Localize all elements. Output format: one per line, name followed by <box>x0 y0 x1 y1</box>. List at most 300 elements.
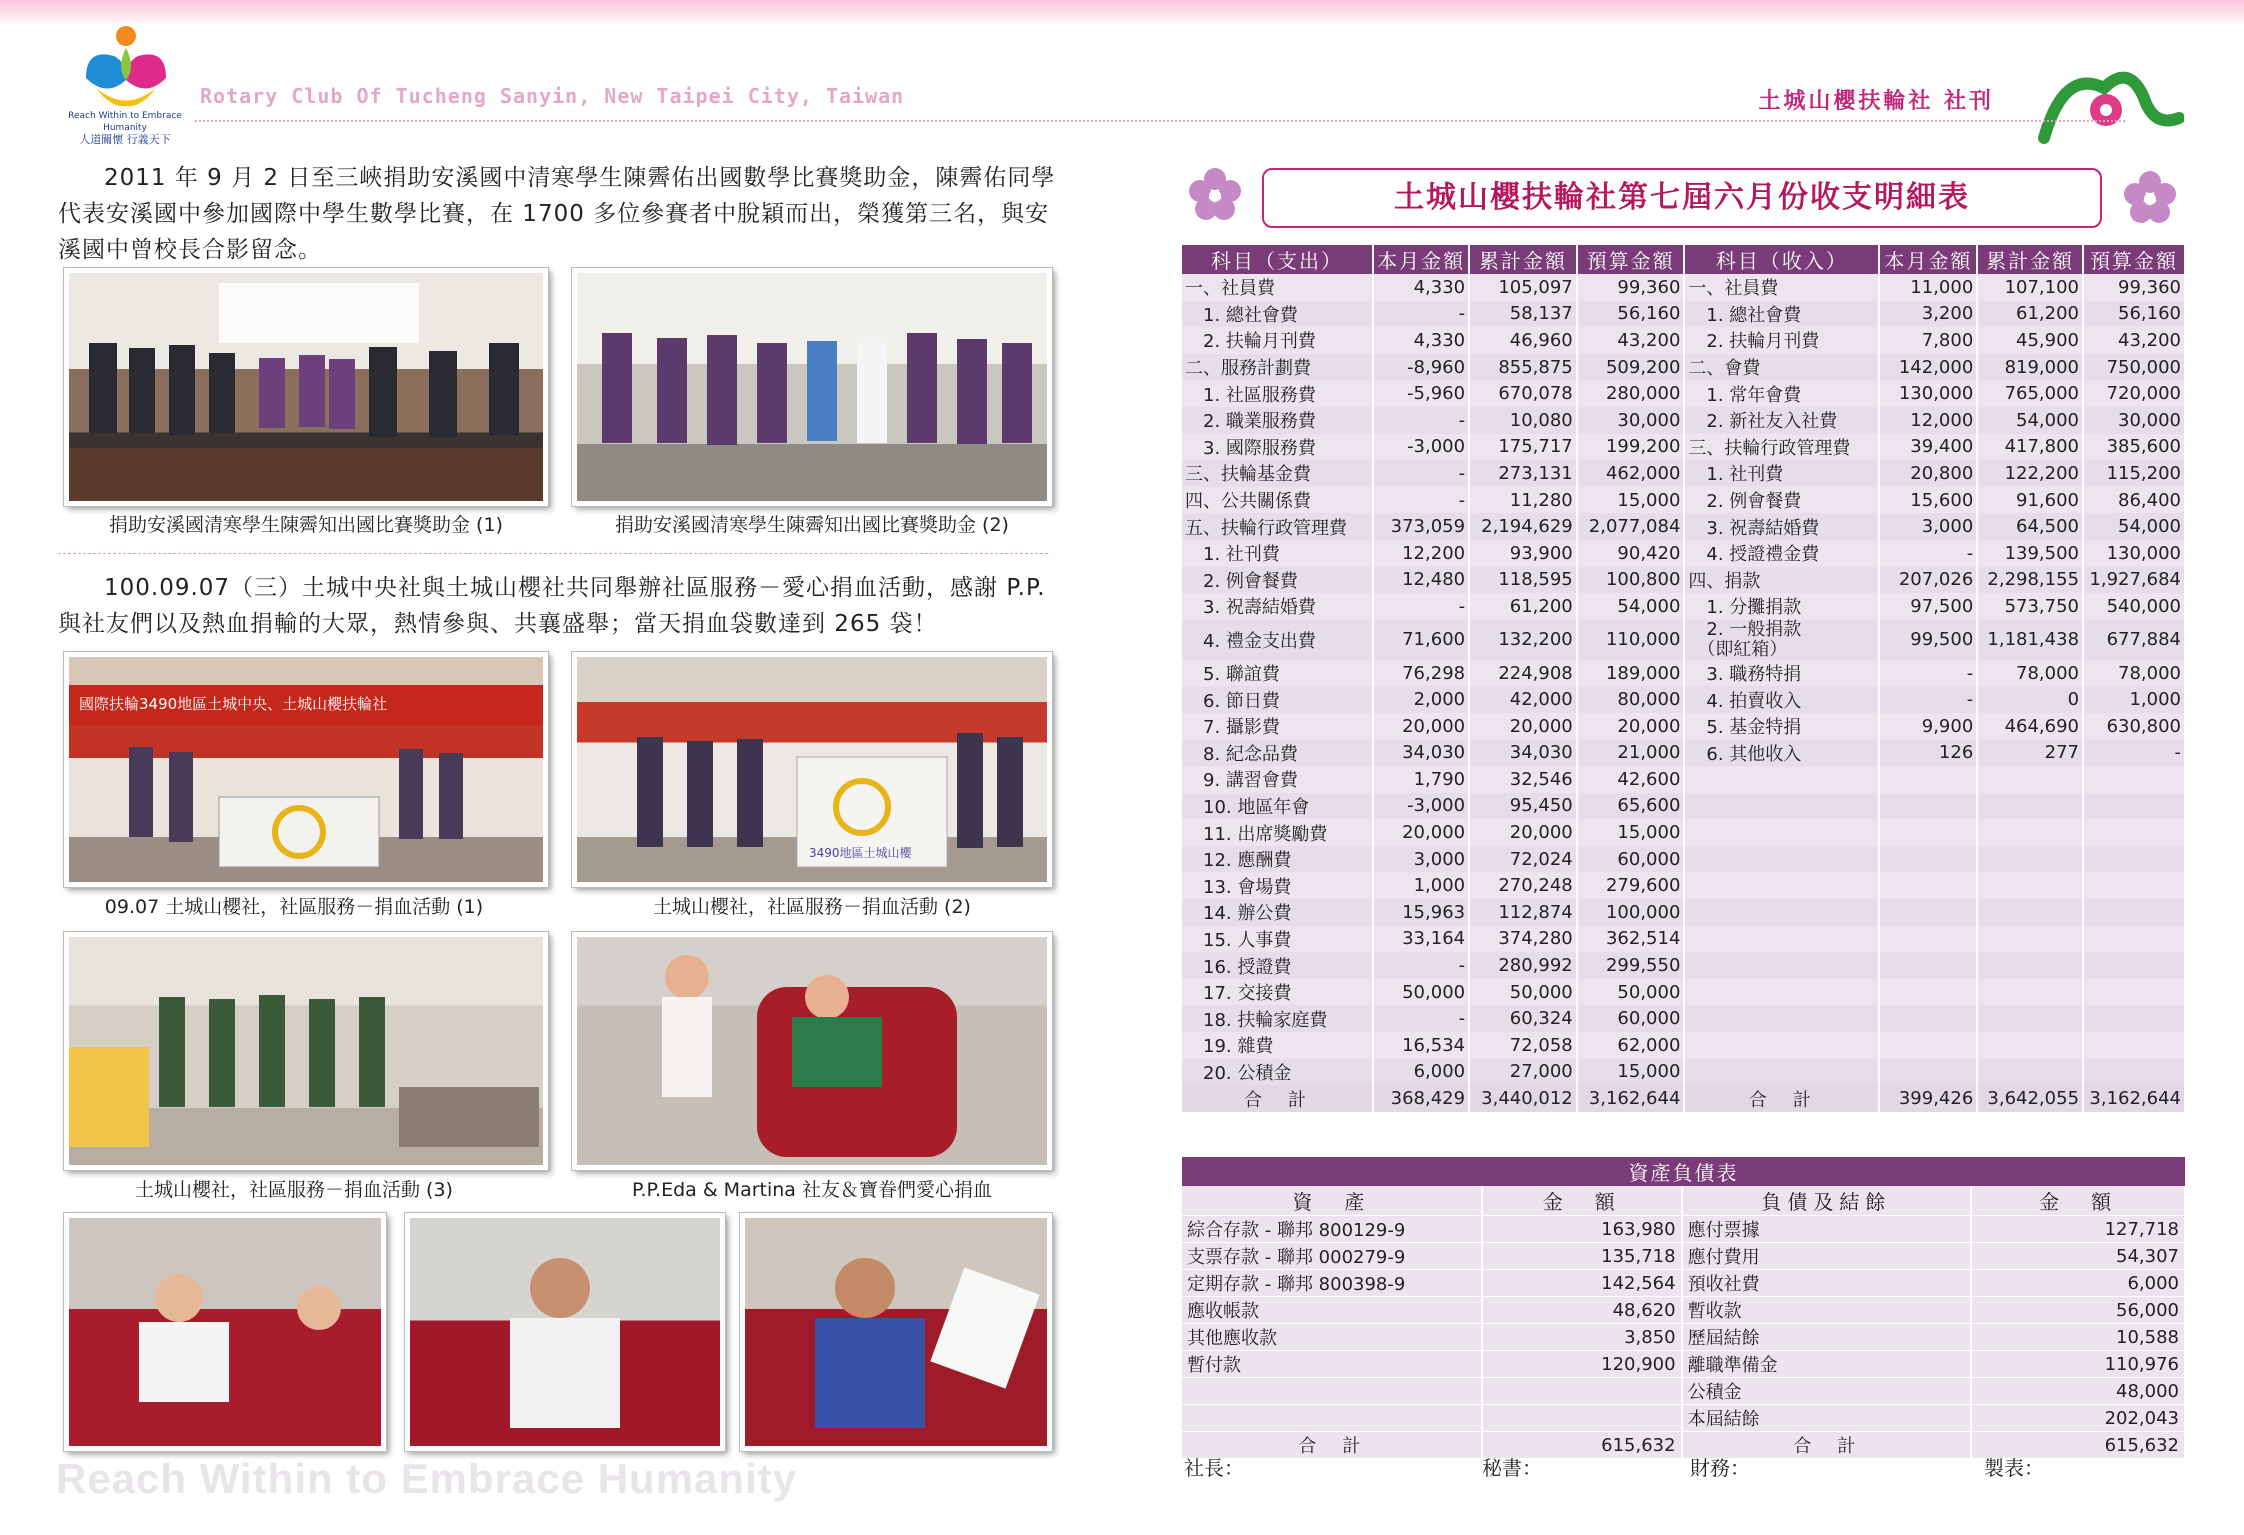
table-cell: 50,000 <box>1469 979 1577 1006</box>
table-cell: 615,632 <box>1971 1432 2185 1459</box>
table-cell: - <box>2083 740 2185 767</box>
table-cell: 78,000 <box>1977 660 2083 687</box>
table-cell: 189,000 <box>1577 660 1685 687</box>
table-cell: 1. 總社會費 <box>1182 301 1373 328</box>
watermark-text: Reach Within to Embrace Humanity <box>56 1455 798 1502</box>
table-cell <box>1879 1005 1977 1032</box>
column-header: 金 額 <box>1482 1186 1682 1216</box>
table-cell: 21,000 <box>1577 740 1685 767</box>
caption-4: 土城山櫻社，社區服務－捐血活動 (2) <box>653 896 971 918</box>
table-row <box>1182 686 2185 713</box>
table-cell <box>1684 819 1879 846</box>
table-cell: 45,900 <box>1977 327 2083 354</box>
table-cell: 54,307 <box>1971 1243 2185 1270</box>
table-cell: 3,440,012 <box>1469 1085 1577 1112</box>
table-cell: 56,000 <box>1971 1297 2185 1324</box>
table-cell: 暫收款 <box>1682 1297 1972 1324</box>
balance-row <box>1182 1351 2185 1378</box>
table-row <box>1182 660 2185 687</box>
table-row <box>1182 952 2185 979</box>
table-cell: 1,000 <box>2083 686 2185 713</box>
table-cell: 99,360 <box>2083 274 2185 301</box>
table-cell: 1,927,684 <box>2083 567 2185 594</box>
table-cell <box>2083 1059 2185 1086</box>
caption-3: 09.07 土城山櫻社，社區服務－捐血活動 (1) <box>104 896 484 918</box>
table-cell: 126 <box>1879 740 1977 767</box>
table-cell <box>1879 766 1977 793</box>
caption-6: P.P.Eda & Martina 社友＆寶眷們愛心捐血 <box>632 1179 992 1201</box>
table-cell: 19. 雜費 <box>1182 1032 1373 1059</box>
table-cell: 12,480 <box>1373 567 1469 594</box>
table-cell <box>1879 1059 1977 1086</box>
table-cell: 62,000 <box>1577 1032 1685 1059</box>
table-cell: 142,564 <box>1482 1270 1682 1297</box>
table-cell <box>2083 926 2185 953</box>
signature-treasurer: 財務： <box>1690 1456 1750 1480</box>
table-cell: 預收社費 <box>1682 1270 1972 1297</box>
table-cell: 71,600 <box>1373 620 1469 660</box>
table-cell: -3,000 <box>1373 793 1469 820</box>
table-cell: 34,030 <box>1469 740 1577 767</box>
table-cell <box>1977 952 2083 979</box>
table-cell <box>1879 793 1977 820</box>
table-cell: 20,800 <box>1879 460 1977 487</box>
table-cell <box>1977 766 2083 793</box>
table-cell <box>1879 872 1977 899</box>
table-row <box>1182 327 2185 354</box>
table-cell: 應付票據 <box>1682 1216 1972 1243</box>
table-cell: 65,600 <box>1577 793 1685 820</box>
table-cell: - <box>1373 593 1469 620</box>
table-cell: 1,000 <box>1373 872 1469 899</box>
flag-text: 3490地區土城山櫻 <box>809 846 912 860</box>
table-cell <box>1684 979 1879 1006</box>
flower-right-icon <box>2120 168 2180 228</box>
table-cell: 42,600 <box>1577 766 1685 793</box>
table-cell: 30,000 <box>2083 407 2185 434</box>
column-header: 累計金額 <box>1469 245 1577 274</box>
table-cell <box>2083 846 2185 873</box>
photo-scholarship-1 <box>64 268 548 506</box>
table-cell: 99,360 <box>1577 274 1685 301</box>
table-cell: 118,595 <box>1469 567 1577 594</box>
table-row <box>1182 740 2185 767</box>
table-cell: 18. 扶輪家庭費 <box>1182 1005 1373 1032</box>
table-cell: 支票存款 - 聯邦 000279-9 <box>1182 1243 1482 1270</box>
table-body <box>1182 274 2185 1112</box>
table-cell: 368,429 <box>1373 1085 1469 1112</box>
table-cell: 64,500 <box>1977 513 2083 540</box>
blood-drive-banner-icon <box>577 657 1047 882</box>
table-cell: 15,000 <box>1577 487 1685 514</box>
table-row <box>1182 793 2185 820</box>
table-cell: 6,000 <box>1373 1059 1469 1086</box>
table-cell: 135,718 <box>1482 1243 1682 1270</box>
table-cell: 202,043 <box>1971 1405 2185 1432</box>
table-cell: 11,280 <box>1469 487 1577 514</box>
table-cell <box>2083 793 2185 820</box>
table-cell: 122,200 <box>1977 460 2083 487</box>
table-cell: 48,620 <box>1482 1297 1682 1324</box>
sakura-branch-icon <box>2034 58 2184 148</box>
table-cell <box>2083 819 2185 846</box>
table-cell <box>2083 766 2185 793</box>
table-cell: 385,600 <box>2083 434 2185 461</box>
table-cell: 0 <box>1977 686 2083 713</box>
table-cell <box>1977 793 2083 820</box>
table-cell <box>1879 979 1977 1006</box>
signature-secretary: 秘書： <box>1482 1456 1542 1480</box>
table-cell: 61,200 <box>1977 301 2083 328</box>
table-cell: - <box>1373 487 1469 514</box>
table-cell: 2. 扶輪月刊費 <box>1182 327 1373 354</box>
table-cell: - <box>1879 686 1977 713</box>
balance-sheet-table <box>1182 1157 2186 1459</box>
table-cell: 112,874 <box>1469 899 1577 926</box>
table-cell <box>1977 846 2083 873</box>
table-cell: 1. 社區服務費 <box>1182 380 1373 407</box>
table-cell: 720,000 <box>2083 380 2185 407</box>
table-cell: 5. 基金特捐 <box>1684 713 1879 740</box>
table-cell: 417,800 <box>1977 434 2083 461</box>
balance-row <box>1182 1243 2185 1270</box>
club-name-en: Rotary Club Of Tucheng Sanyin, New Taipei City, Taiwan <box>200 84 905 108</box>
donor-photo-icon <box>745 1218 1047 1446</box>
table-cell: 573,750 <box>1977 593 2083 620</box>
table-cell: -3,000 <box>1373 434 1469 461</box>
table-cell: 綜合存款 - 聯邦 800129-9 <box>1182 1216 1482 1243</box>
table-cell: 1. 總社會費 <box>1684 301 1879 328</box>
group-photo-icon <box>69 273 543 501</box>
table-cell: 61,200 <box>1469 593 1577 620</box>
table-cell: 163,980 <box>1482 1216 1682 1243</box>
table-cell: 歷屆結餘 <box>1682 1324 1972 1351</box>
donor-chair-photo-icon <box>577 937 1047 1165</box>
table-cell <box>1977 1005 2083 1032</box>
signature-president: 社長： <box>1184 1456 1244 1480</box>
flower-left-icon <box>1185 165 1245 225</box>
table-cell <box>2083 899 2185 926</box>
table-row <box>1182 872 2185 899</box>
balance-row <box>1182 1216 2185 1243</box>
column-header: 科目（支出） <box>1182 245 1373 274</box>
table-cell <box>1684 1059 1879 1086</box>
column-header: 預算金額 <box>1577 245 1685 274</box>
table-cell: 1. 分攤捐款 <box>1684 593 1879 620</box>
table-row <box>1182 593 2185 620</box>
table-cell: 合 計 <box>1682 1432 1972 1459</box>
table-cell: 20,000 <box>1373 713 1469 740</box>
article-2 <box>58 570 1068 642</box>
table-row <box>1182 766 2185 793</box>
table-cell: 76,298 <box>1373 660 1469 687</box>
table-cell <box>1182 1378 1482 1405</box>
table-cell <box>2083 1032 2185 1059</box>
table-cell <box>1879 846 1977 873</box>
table-cell: 110,000 <box>1577 620 1685 660</box>
table-cell: 43,200 <box>1577 327 1685 354</box>
page-header <box>0 18 2244 146</box>
table-row <box>1182 926 2185 953</box>
table-cell: 54,000 <box>2083 513 2185 540</box>
balance-row <box>1182 1270 2185 1297</box>
column-header: 本月金額 <box>1879 245 1977 274</box>
table-cell: 399,426 <box>1879 1085 1977 1112</box>
blood-drive-banner-icon <box>69 657 543 882</box>
table-cell: 90,420 <box>1577 540 1685 567</box>
table-cell: 207,026 <box>1879 567 1977 594</box>
table-cell <box>2083 1005 2185 1032</box>
table-cell: 86,400 <box>2083 487 2185 514</box>
table-cell: 三、扶輪行政管理費 <box>1684 434 1879 461</box>
table-cell: 20,000 <box>1373 819 1469 846</box>
table-cell: 2. 扶輪月刊費 <box>1684 327 1879 354</box>
table-cell: 373,059 <box>1373 513 1469 540</box>
table-cell: 1,790 <box>1373 766 1469 793</box>
table-cell: -5,960 <box>1373 380 1469 407</box>
table-row <box>1182 979 2185 1006</box>
table-row <box>1182 899 2185 926</box>
table-cell: 12,000 <box>1879 407 1977 434</box>
table-cell <box>1684 1005 1879 1032</box>
table-cell: 其他應收款 <box>1182 1324 1482 1351</box>
table-cell <box>1977 1032 2083 1059</box>
balance-body <box>1182 1186 2185 1459</box>
table-cell <box>1977 1059 2083 1086</box>
table-cell: 99,500 <box>1879 620 1977 660</box>
table-cell: 2. 一般捐款 （即紅箱） <box>1684 620 1879 660</box>
table-cell: 677,884 <box>2083 620 2185 660</box>
column-header: 科目（收入） <box>1684 245 1879 274</box>
table-cell: 2,298,155 <box>1977 567 2083 594</box>
table-cell: 2. 例會餐費 <box>1684 487 1879 514</box>
table-cell: 464,690 <box>1977 713 2083 740</box>
table-cell <box>1879 899 1977 926</box>
table-cell: 一、社員費 <box>1684 274 1879 301</box>
table-row <box>1182 301 2185 328</box>
photo-blood-drive-2 <box>572 652 1052 887</box>
table-row <box>1182 380 2185 407</box>
table-cell: 15. 人事費 <box>1182 926 1373 953</box>
table-row <box>1182 274 2185 301</box>
table-cell: 6,000 <box>1971 1270 2185 1297</box>
photo-scholarship-2 <box>572 268 1052 506</box>
table-cell: 142,000 <box>1879 354 1977 381</box>
table-cell: 3,200 <box>1879 301 1977 328</box>
table-cell <box>1879 819 1977 846</box>
table-cell: 4,330 <box>1373 327 1469 354</box>
total-row <box>1182 1085 2185 1112</box>
article-paragraph-2: 100.09.07（三）土城中央社與土城山櫻社共同舉辦社區服務－愛心捐血活動，感謝 P.P. 與社友們以及熱血捐輸的大眾，熱情參與、共襄盛舉；當天捐血袋數達到 265 袋！ <box>58 575 1046 637</box>
table-cell: 54,000 <box>1577 593 1685 620</box>
table-cell: 2,194,629 <box>1469 513 1577 540</box>
table-cell: 2,077,084 <box>1577 513 1685 540</box>
table-cell: 4. 拍賣收入 <box>1684 686 1879 713</box>
table-cell <box>1182 1405 1482 1432</box>
table-cell: 7. 攝影費 <box>1182 713 1373 740</box>
caption-2: 捐助安溪國清寒學生陳霽知出國比賽獎助金 (2) <box>615 514 1009 536</box>
table-cell: 277 <box>1977 740 2083 767</box>
table-cell: 15,000 <box>1577 819 1685 846</box>
table-cell: 16,534 <box>1373 1032 1469 1059</box>
table-cell: 362,514 <box>1577 926 1685 953</box>
table-cell: 27,000 <box>1469 1059 1577 1086</box>
article-paragraph-1: 2011 年 9 月 2 日至三峽捐助安溪國中清寒學生陳霽佑出國數學比賽獎助金，陳霽佑同學代表安溪國中參加國際中學生數學比賽，在 1700 多位參賽者中脫穎而出，榮獲第三名，與安溪國中曾校長合影留念。 <box>58 165 1056 263</box>
table-cell: 33,164 <box>1373 926 1469 953</box>
table-cell: 二、服務計劃費 <box>1182 354 1373 381</box>
table-cell: 4. 授證禮金費 <box>1684 540 1879 567</box>
photo-donor-woman <box>64 1213 386 1451</box>
table-cell: 199,200 <box>1577 434 1685 461</box>
table-cell: 2. 職業服務費 <box>1182 407 1373 434</box>
table-cell <box>1977 899 2083 926</box>
table-cell <box>1879 926 1977 953</box>
table-cell: 540,000 <box>2083 593 2185 620</box>
table-cell: 100,000 <box>1577 899 1685 926</box>
table-cell: 56,160 <box>2083 301 2185 328</box>
table-cell: 280,992 <box>1469 952 1577 979</box>
table-row <box>1182 540 2185 567</box>
table-row <box>1182 434 2185 461</box>
banner-text: 國際扶輪3490地區土城中央、土城山櫻扶輪社 <box>79 695 388 713</box>
table-cell: 定期存款 - 聯邦 800398-9 <box>1182 1270 1482 1297</box>
logo-caption <box>60 110 190 146</box>
table-cell: 12. 應酬費 <box>1182 846 1373 873</box>
table-row <box>1182 567 2185 594</box>
table-cell: 273,131 <box>1469 460 1577 487</box>
table-cell: 應付費用 <box>1682 1243 1972 1270</box>
table-cell: 16. 授證費 <box>1182 952 1373 979</box>
table-row <box>1182 460 2185 487</box>
table-cell: -8,960 <box>1373 354 1469 381</box>
table-cell: 50,000 <box>1577 979 1685 1006</box>
table-cell <box>1684 899 1879 926</box>
signature-preparer: 製表： <box>1984 1456 2044 1480</box>
table-cell: 60,324 <box>1469 1005 1577 1032</box>
table-cell: 8. 紀念品費 <box>1182 740 1373 767</box>
column-header: 金 額 <box>1971 1186 2185 1216</box>
table-cell: 3,162,644 <box>2083 1085 2185 1112</box>
table-cell: 5. 聯誼費 <box>1182 660 1373 687</box>
table-row <box>1182 487 2185 514</box>
table-cell: 615,632 <box>1482 1432 1682 1459</box>
table-cell: 3. 職務特捐 <box>1684 660 1879 687</box>
table-cell <box>1977 979 2083 1006</box>
table-header-row <box>1182 245 2185 274</box>
table-cell <box>1684 1032 1879 1059</box>
table-cell: 95,450 <box>1469 793 1577 820</box>
table-cell: 6. 其他收入 <box>1684 740 1879 767</box>
table-cell: 20. 公積金 <box>1182 1059 1373 1086</box>
table-cell: 三、扶輪基金費 <box>1182 460 1373 487</box>
table-cell <box>1684 766 1879 793</box>
table-cell: 15,963 <box>1373 899 1469 926</box>
table-cell <box>1482 1378 1682 1405</box>
table-cell: 100,800 <box>1577 567 1685 594</box>
donor-photo-icon <box>69 1218 381 1446</box>
table-cell: 合 計 <box>1182 1432 1482 1459</box>
table-cell <box>1684 793 1879 820</box>
table-cell: 139,500 <box>1977 540 2083 567</box>
table-cell: 四、公共關係費 <box>1182 487 1373 514</box>
table-cell: 43,200 <box>2083 327 2185 354</box>
table-cell: 離職準備金 <box>1682 1351 1972 1378</box>
table-cell: 二、會費 <box>1684 354 1879 381</box>
table-row <box>1182 846 2185 873</box>
table-cell: 10,080 <box>1469 407 1577 434</box>
table-cell: 93,900 <box>1469 540 1577 567</box>
balance-row <box>1182 1297 2185 1324</box>
table-cell: 9. 講習會費 <box>1182 766 1373 793</box>
photo-donor-man-1 <box>405 1213 725 1451</box>
table-cell: 130,000 <box>2083 540 2185 567</box>
table-cell: 175,717 <box>1469 434 1577 461</box>
table-cell: 14. 辦公費 <box>1182 899 1373 926</box>
table-cell: 15,000 <box>1577 1059 1685 1086</box>
table-cell: 765,000 <box>1977 380 2083 407</box>
group-photo-icon <box>577 273 1047 501</box>
table-cell: 60,000 <box>1577 1005 1685 1032</box>
table-cell: 670,078 <box>1469 380 1577 407</box>
table-cell: - <box>1879 540 1977 567</box>
column-header: 累計金額 <box>1977 245 2083 274</box>
photo-donors <box>572 932 1052 1170</box>
table-cell <box>2083 952 2185 979</box>
table-cell: - <box>1373 407 1469 434</box>
table-row <box>1182 513 2185 540</box>
table-row <box>1182 1005 2185 1032</box>
table-cell <box>1977 926 2083 953</box>
table-cell: 9,900 <box>1879 713 1977 740</box>
table-cell: 3. 國際服務費 <box>1182 434 1373 461</box>
table-row <box>1182 1032 2185 1059</box>
table-cell: 60,000 <box>1577 846 1685 873</box>
table-cell: 1,181,438 <box>1977 620 2083 660</box>
balance-row <box>1182 1324 2185 1351</box>
table-cell: 3,642,055 <box>1977 1085 2083 1112</box>
table-cell <box>1879 952 1977 979</box>
table-row <box>1182 620 2185 660</box>
table-cell: 2,000 <box>1373 686 1469 713</box>
table-cell: 462,000 <box>1577 460 1685 487</box>
table-cell: - <box>1373 460 1469 487</box>
table-cell: 48,000 <box>1971 1378 2185 1405</box>
table-cell: 34,030 <box>1373 740 1469 767</box>
table-cell: 127,718 <box>1971 1216 2185 1243</box>
table-cell: 1. 社刊費 <box>1182 540 1373 567</box>
table-cell: 合 計 <box>1182 1085 1373 1112</box>
column-header: 本月金額 <box>1373 245 1469 274</box>
table-cell: 132,200 <box>1469 620 1577 660</box>
table-row <box>1182 819 2185 846</box>
table-cell: 11. 出席獎勵費 <box>1182 819 1373 846</box>
column-header: 負債及結餘 <box>1682 1186 1972 1216</box>
table-cell <box>1482 1405 1682 1432</box>
table-cell: 20,000 <box>1577 713 1685 740</box>
section-divider <box>58 553 1048 554</box>
volunteers-photo-icon <box>69 937 543 1165</box>
table-cell: 合 計 <box>1684 1085 1879 1112</box>
caption-1: 捐助安溪國清寒學生陳霽知出國比賽獎助金 (1) <box>109 514 503 536</box>
table-cell <box>1977 819 2083 846</box>
header-divider <box>195 120 2125 122</box>
table-cell: 公積金 <box>1682 1378 1972 1405</box>
table-cell: 30,000 <box>1577 407 1685 434</box>
table-cell: 270,248 <box>1469 872 1577 899</box>
table-cell <box>1684 846 1879 873</box>
table-cell: 四、捐款 <box>1684 567 1879 594</box>
table-cell: 280,000 <box>1577 380 1685 407</box>
